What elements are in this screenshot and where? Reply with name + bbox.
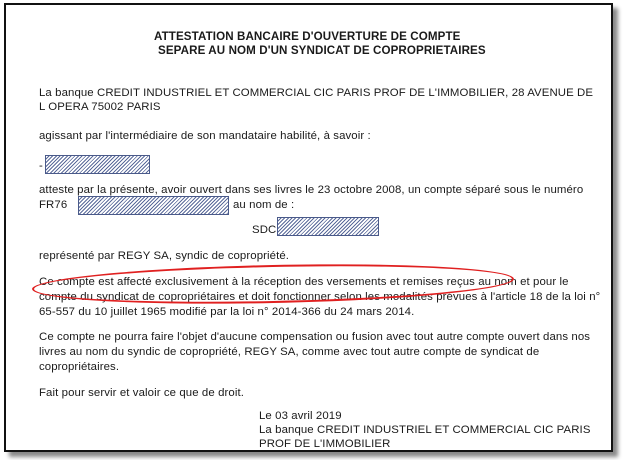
redacted-agent-name: [45, 155, 150, 174]
agent-intro-text: agissant par l'intermédiaire de son mandataire habilité, à savoir :: [39, 130, 371, 142]
signature-bank-line-1: La banque CREDIT INDUSTRIEL ET COMMERCIAL CIC PARIS: [259, 424, 591, 436]
no-compensation-line-2: livres au nom du syndic de copropriété, REGY SA, comme avec tout autre compte de syndicat de: [39, 346, 540, 358]
attestation-text: atteste par la présente, avoir ouvert dans ses livres le 23 octobre 2008, un compte séparé sous le numéro: [39, 184, 584, 196]
account-purpose-line-1: Ce compte est affecté exclusivement à la réception des versements et remises reçus au nom et pour le: [39, 276, 569, 288]
iban-prefix: FR76: [39, 199, 68, 211]
bank-identity-line-2: L OPERA 75002 PARIS: [39, 101, 161, 113]
no-compensation-line-3: copropriétaires.: [39, 361, 120, 373]
represented-by-text: représenté par REGY SA, syndic de copropriété.: [39, 250, 290, 262]
redacted-syndicate-name: [277, 217, 379, 236]
document-frame: [4, 3, 613, 452]
sdc-label: SDC: [252, 224, 277, 236]
document-title-line-2: SEPARE AU NOM D'UN SYNDICAT DE COPROPRIETAIRES: [158, 44, 486, 57]
bank-identity-line-1: La banque CREDIT INDUSTRIEL ET COMMERCIAL CIC PARIS PROF DE L'IMMOBILIER, 28 AVENUE DE: [39, 87, 594, 99]
document-title-line-1: ATTESTATION BANCAIRE D'OUVERTURE DE COMPTE: [154, 30, 461, 43]
agent-dash: -: [39, 160, 43, 172]
redacted-account-number: [78, 196, 229, 215]
no-compensation-line-1: Ce compte ne pourra faire l'objet d'aucune compensation ou fusion avec tout autre compte ouvert dans nos: [39, 331, 591, 343]
account-purpose-line-2: compte du syndicat de copropriétaires et doit fonctionner selon les modalités prévues à l'article 18 de la loi n°: [39, 291, 601, 303]
au-nom-de-label: au nom de :: [233, 199, 295, 211]
signature-bank-line-2: PROF DE L'IMMOBILIER: [259, 438, 391, 450]
signature-date: Le 03 avril 2019: [259, 410, 342, 422]
account-purpose-line-3: 65-557 du 10 juillet 1965 modifié par la loi n° 2014-366 du 24 mars 2014.: [39, 306, 415, 318]
closing-text: Fait pour servir et valoir ce que de droit.: [39, 387, 244, 399]
bank-attestation-document: [6, 5, 611, 450]
